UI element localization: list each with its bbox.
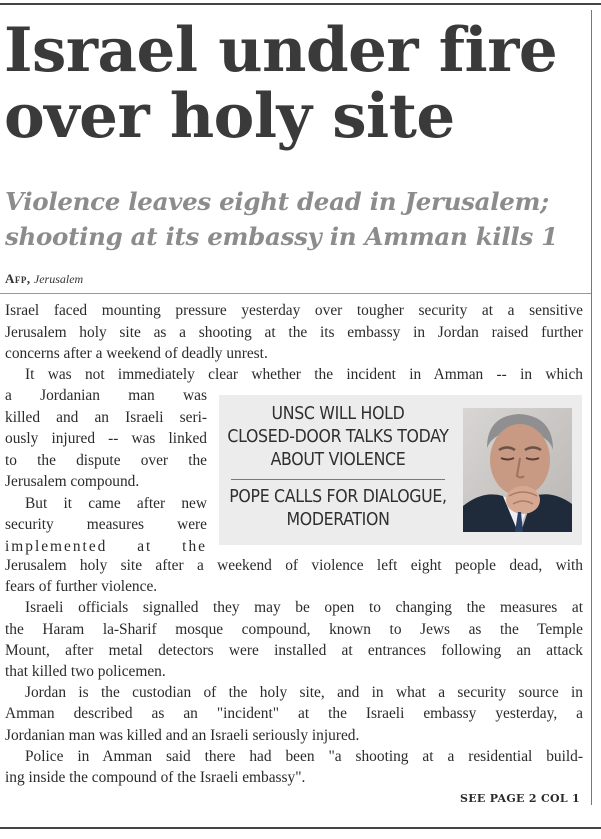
pull-quote-2 (219, 486, 457, 532)
pull-quote-line: POPE CALLS FOR DIALOGUE, (229, 487, 447, 507)
byline-agency: Afp, (5, 271, 31, 286)
paragraph-1 (5, 300, 583, 365)
headline (4, 15, 584, 152)
text-line: ing inside the compound of the Israeli embassy". (5, 769, 306, 787)
text-line: killed and an Israeli seri- (5, 408, 207, 426)
portrait-image (463, 408, 572, 532)
text-line: security measures were (5, 516, 207, 533)
text-line: a Jordanian man was (5, 387, 207, 404)
byline-place: Jerusalem (33, 272, 84, 286)
pull-quote-divider (231, 479, 445, 480)
text-line: Police in Amman said there had been "a shooting at a residential build- (25, 747, 583, 765)
continued-on-page: SEE PAGE 2 COL 1 (460, 792, 580, 805)
text-line: It was not immediately clear whether the incident in Amman -- in which (25, 366, 583, 383)
text-line: Israeli officials signalled they may be open to changing the measures at (25, 599, 583, 617)
paragraph-2-column (5, 385, 207, 557)
paragraphs-continued (5, 555, 583, 788)
subheadline-line-1: Violence leaves eight dead in Jerusalem; (5, 187, 549, 216)
portrait-photo (463, 408, 572, 532)
text-line: the Haram la-Sharif mosque compound, known to Jews as the Temple (5, 620, 583, 638)
text-line: Jerusalem compound. (5, 473, 140, 490)
text-line: implemented at the (5, 537, 207, 555)
pull-quote-line: UNSC WILL HOLD (271, 404, 405, 424)
text-line: concerns after a weekend of deadly unrest. (5, 345, 268, 362)
text-line: But it came after new (25, 494, 207, 512)
text-line: Israel faced mounting pressure yesterday over tougher security at a sensitive (5, 302, 583, 319)
headline-line-2: over holy site (4, 81, 455, 152)
text-line: Amman described as an "incident" at the Israeli embassy yesterday, a (5, 705, 583, 723)
text-line: Jordanian man was killed and an Israeli seriously injured. (5, 726, 360, 744)
pull-quote-text (219, 395, 457, 545)
text-line: Jordan is the custodian of the holy site, and in what a security source in (25, 684, 583, 702)
column-rule (591, 10, 592, 805)
byline (5, 271, 83, 287)
pull-quote-line: CLOSED-DOOR TALKS TODAY (227, 427, 449, 447)
text-line: ously injured -- was linked (5, 430, 207, 447)
subheadline-line-2: shooting at its embassy in Amman kills 1 (5, 222, 558, 251)
text-line: Mount, after metal detectors were installed at entrances following an attack (5, 641, 583, 659)
byline-divider (0, 293, 591, 294)
top-rule (0, 3, 601, 5)
paragraph-2-lead (5, 364, 583, 386)
pull-quote-1 (219, 403, 457, 472)
pull-quote-line: MODERATION (286, 510, 390, 530)
text-line: that killed two policemen. (5, 663, 166, 681)
subheadline (5, 184, 589, 254)
text-line: Jerusalem holy site after a weekend of violence left eight people dead, with (5, 557, 583, 574)
headline-line-1: Israel under fire (4, 15, 558, 86)
text-line: to the dispute over the (5, 451, 207, 469)
text-line: fears of further violence. (5, 578, 158, 596)
text-line: Jerusalem holy site as a shooting at the its embassy in Jordan raised further (5, 323, 583, 341)
bottom-rule (0, 827, 601, 829)
pull-quote-line: ABOUT VIOLENCE (270, 450, 406, 470)
